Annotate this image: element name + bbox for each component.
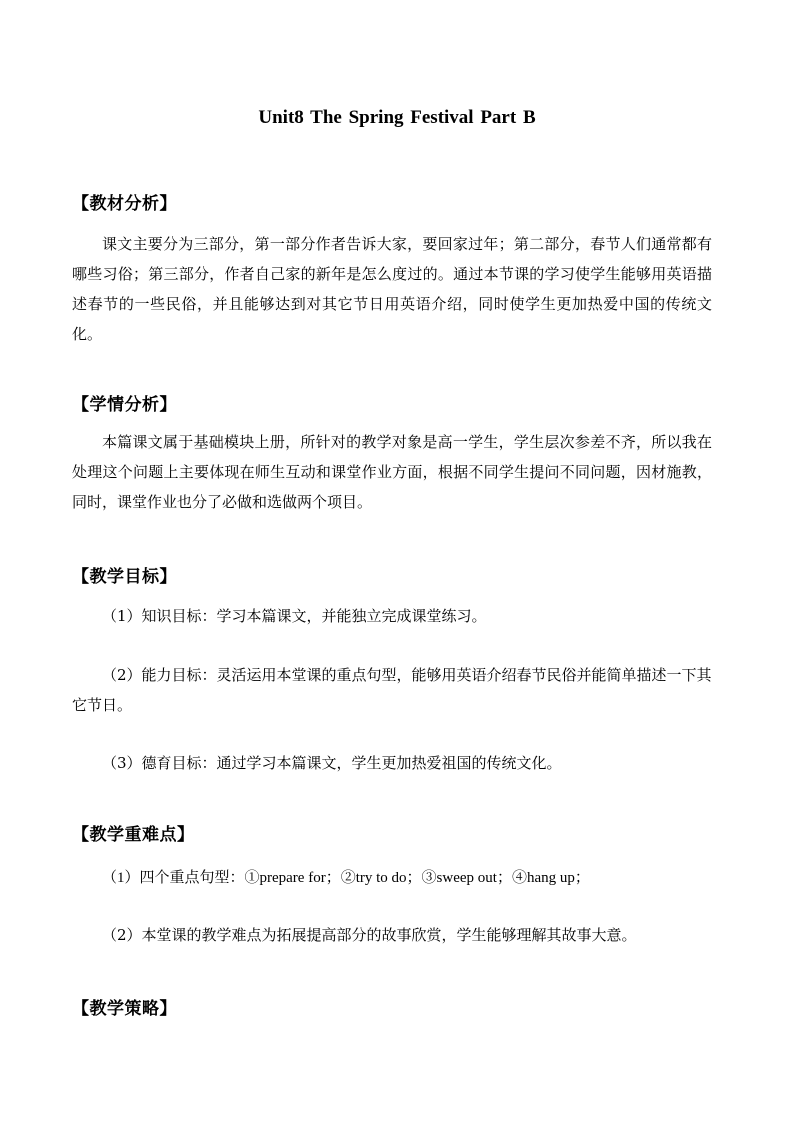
- key-point-item-difficulty: （2）本堂课的教学难点为拓展提高部分的故事欣赏，学生能够理解其故事大意。: [102, 926, 637, 944]
- section-heading-key-points: 【教学重难点】: [72, 825, 195, 845]
- section-heading-teaching-strategy: 【教学策略】: [72, 999, 177, 1019]
- goal-item-moral: （3）德育目标：通过学习本篇课文，学生更加热爱祖国的传统文化。: [102, 754, 562, 772]
- key-point-item-sentence-patterns: （1）四个重点句型：①prepare for；②try to do；③sweep out；④hang up；: [102, 870, 590, 886]
- goal-item-knowledge: （1）知识目标：学习本篇课文，并能独立完成课堂练习。: [102, 607, 487, 625]
- goal-item-ability: （2）能力目标：灵活运用本堂课的重点句型，能够用英语介绍春节民俗并能简单描述一下其它节日。: [72, 666, 712, 714]
- section-paragraph-student-analysis: 本篇课文属于基础模块上册，所针对的教学对象是高一学生，学生层次参差不齐，所以我在处理这个问题上主要体现在师生互动和课堂作业方面，根据不同学生提问不同问题，因材施教，同时，课堂作业也分了必做和选做两个项目。: [72, 433, 712, 511]
- section-heading-textbook-analysis: 【教材分析】: [72, 194, 177, 214]
- section-heading-teaching-goals: 【教学目标】: [72, 567, 177, 587]
- section-paragraph-textbook-analysis: 课文主要分为三部分，第一部分作者告诉大家，要回家过年；第二部分，春节人们通常都有哪些习俗；第三部分，作者自己家的新年是怎么度过的。通过本节课的学习使学生能够用英语描述春节的一些民俗，并且能够达到对其它节日用英语介绍，同时使学生更加热爱中国的传统文化。: [72, 235, 712, 343]
- section-heading-student-analysis: 【学情分析】: [72, 395, 177, 415]
- document-title: Unit8 The Spring Festival Part B: [258, 107, 536, 128]
